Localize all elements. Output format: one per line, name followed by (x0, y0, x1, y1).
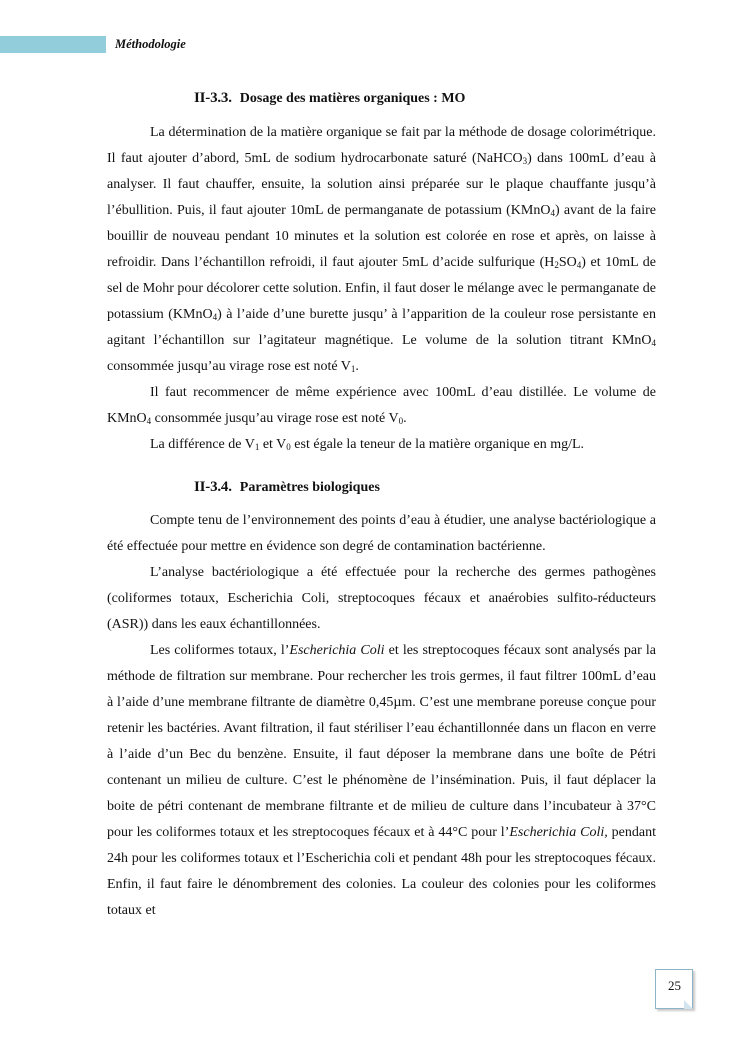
section-number: II-3.3. (194, 90, 232, 106)
section-mo-body (107, 120, 656, 458)
paragraph: Il faut recommencer de même expérience avec 100mL d’eau distillée. Le volume de KMnO$_4$ consommée jusqu’au virage rose est noté $V_0$. (107, 385, 656, 426)
page-number: 25 (668, 978, 681, 993)
section-heading-mo (194, 90, 465, 107)
section-bio-body (107, 508, 656, 924)
paragraph: Compte tenu de l’environnement des points d’eau à étudier, une analyse bactériologique a été effectuée pour mettre en évidence son degré de contamination bactérienne. (107, 513, 656, 554)
section-title: Paramètres biologiques (239, 480, 380, 495)
paragraph: La différence de $V_1$ et $V_0$ est égale la teneur de la matière organique en mg/L. (150, 437, 585, 452)
section-title: Dosage des matières organiques : MO (239, 91, 466, 106)
section-heading-bio (194, 479, 380, 496)
page-number-box (655, 969, 693, 1009)
paragraph: La détermination de la matière organique se fait par la méthode de dosage colorimétrique. Il faut ajouter d’abord, 5mL de sodium hydrocarbonate saturé (NaHCO$_3$) dans 100mL d’eau à analyser. Il faut chauffer, ensuite, la solution ainsi préparée sur le plaque chauffante jusqu’à l’ébullition. Puis, il faut ajouter 10mL de permanganate de potassium (KMnO$_4$) avant de la faire bouillir de nouveau pendant 10 minutes et la solution est colorée en rose et après, on laisse à refroidir. Dans l’échantillon refroidi, il faut ajouter 5mL d’acide sulfurique $(H_2SO_4)$ et 10mL de sel de Mohr pour décolorer cette solution. Enfin, il faut doser le mélange avec le permanganate de potassium (KMnO$_4$) à l’aide d’une burette jusqu’ à l’apparition de la couleur rose persistante en agitant l’échantillon sur l’agitateur magnétique. Le volume de la solution titrant KMnO$_4$ consommée jusqu’au virage rose est noté $V_1$. (107, 125, 656, 374)
header-accent-bar (0, 36, 106, 53)
section-number: II-3.4. (194, 479, 232, 495)
page-corner-fold (684, 1000, 693, 1009)
paragraph: L’analyse bactériologique a été effectuée pour la recherche des germes pathogènes (coliformes totaux, Escherichia Coli, streptocoques fécaux et anaérobies sulfito-réducteurs (ASR)) dans les eaux échantillonnées. (107, 565, 656, 632)
paragraph: Les coliformes totaux, l’Escherichia Coli et les streptocoques fécaux sont analysés par la méthode de filtration sur membrane. Pour rechercher les trois germes, il faut filtrer 100mL d’eau à l’aide d’une membrane filtrante de diamètre 0,45µm. C’est une membrane poreuse conçue pour retenir les bactéries. Avant filtration, il faut stériliser l’eau échantillonnée dans un flacon en verre à l’aide d’un Bec du benzène. Ensuite, il faut déposer la membrane dans une boîte de Pétri contenant un milieu de culture. C’est le phénomène de l’insémination. Puis, il faut déplacer la boite de pétri contenant de membrane filtrante et de milieu de culture dans l’incubateur à 37°C pour les coliformes totaux et les streptocoques fécaux et à 44°C pour l’Escherichia Coli, pendant 24h pour les coliformes totaux et l’Escherichia coli et pendant 48h pour les streptocoques fécaux. Enfin, il faut faire le dénombrement des colonies. La couleur des colonies pour les coliformes totaux et (107, 643, 656, 918)
running-header-title: Méthodologie (115, 37, 186, 51)
